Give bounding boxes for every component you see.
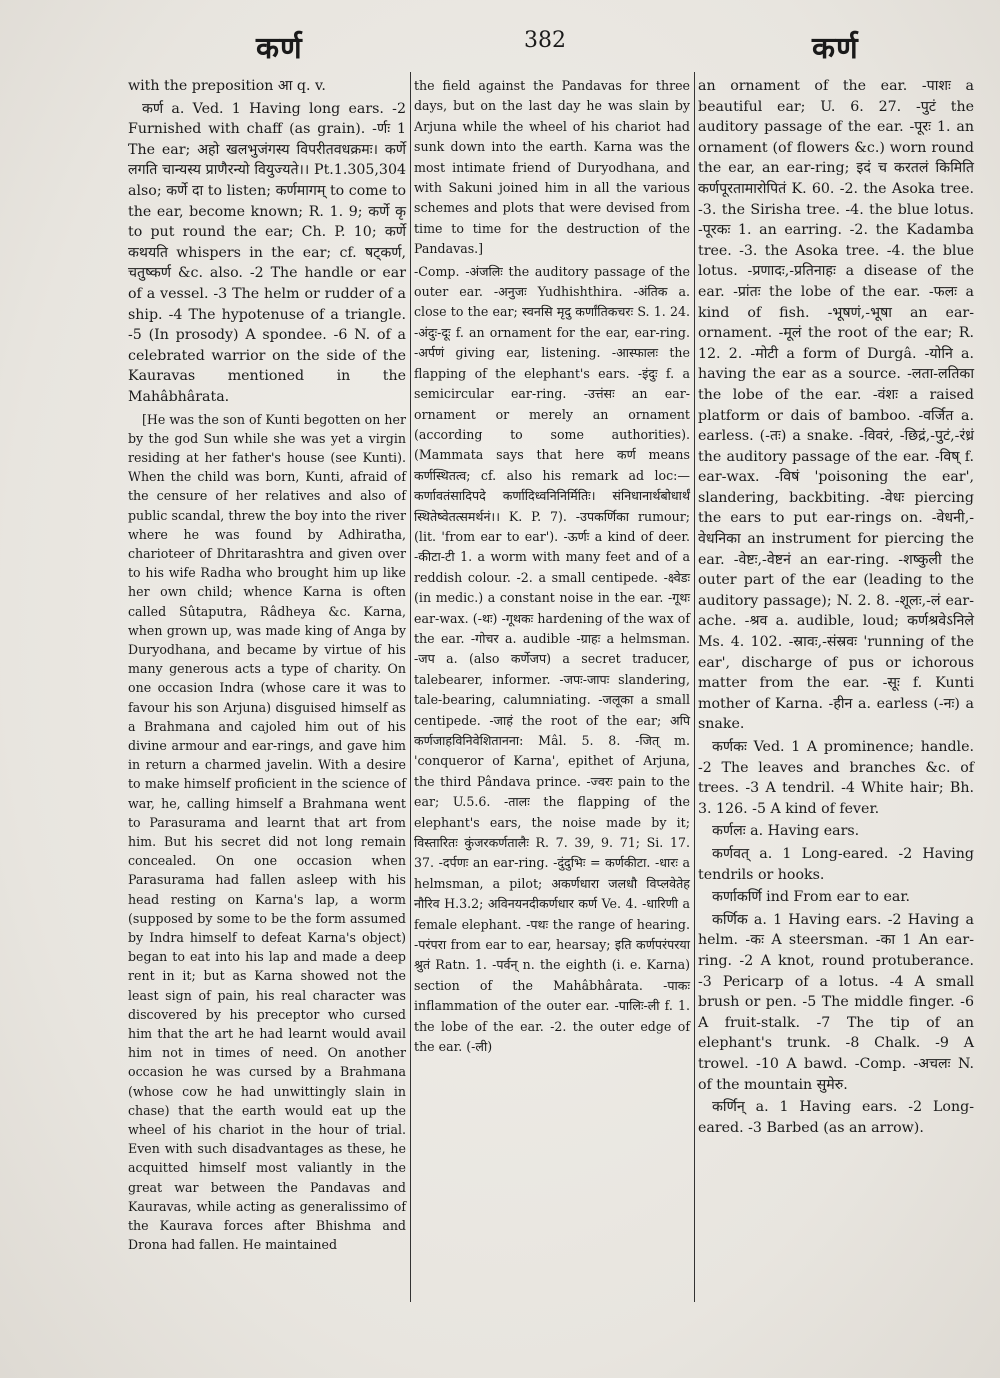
entry-text: कर्णिक a. 1 Having ears. -2 Having a helm. -कः A steersman. -का 1 An ear-ring. -2 A knot, round protuberance. -3 Pericarp of a lotus. -4 A small brush or pen. -5 The middle finger. -6 A fruit-stalk. -7 The tip of an elephant's trunk. -8 Chalk. -9 A trowel. -10 A bawd. -Comp. -अचलः N. of the mountain सुमेरु. (698, 911, 974, 1093)
entry-text: with the preposition आ q. v. (128, 78, 326, 94)
column-left (128, 76, 406, 1256)
column-middle (414, 76, 690, 1060)
column-right (698, 76, 974, 1140)
entry-text: कर्णकः Ved. 1 A prominence; handle. -2 The leaves and branches &c. of trees. -3 A tendril. -4 White hair; Bh. 3. 126. -5 A kind of fever. (698, 739, 974, 817)
running-headword-right: कर्ण (812, 31, 859, 66)
column-divider-right (694, 72, 695, 1302)
entry-text: कर्णवत् a. 1 Long-eared. -2 Having tendrils or hooks. (698, 845, 974, 883)
entry-text: कर्णलः a. Having ears. (712, 823, 860, 840)
entry-text: कर्णिन् a. 1 Having ears. -2 Long-eared. -3 Barbed (as an arrow). (698, 1099, 974, 1136)
entry-text: an ornament of the ear. -पाशः a beautiful ear; U. 6. 27. -पुटं the auditory passage of the ear. -पूरः 1. an ornament (of flowers &c.) worn round the ear, an ear-ring; इदं च करतलं किमिति कर्णपूरतामारोपितं K. 60. -2. the Asoka tree. -3. the Sirisha tree. -4. the blue lotus. -पूरकः 1. an earring. -2. the Kadamba tree. -3. the Asoka tree. -4. the blue lotus. -प्रणादः,-प्रतिनाहः a disease of the ear. -प्रांतः the lobe of the ear. -फलः a kind of fish. -भूषणं,-भूषा an ear-ornament. -मूलं the root of the ear; R. 12. 2. -मोटी a form of Durgâ. -योनि a. having the ear as a source. -लता-लतिका the lobe of the ear. -वंशः a raised platform or dais of bamboo. -वर्जित a. earless. (-तः) a snake. -विवरं, -छिद्रं,-पुटं,-रंध्रं the auditory passage of the ear. -विष् f. ear-wax. -विषं 'poisoning the ear', slandering, backbiting. -वेधः piercing the ears to put ear-rings on. -वेधनी,-वेधनिका an instrument for piercing the ear. -वेष्टः,-वेष्टनं an ear-ring. -शष्कुली the outer part of the ear (leading to the auditory passage); N. 2. 8. -शूलः,-लं ear-ache. -श्रव a. audible, loud; कर्णश्रवेऽनिले Ms. 4. 102. -स्रावः,-संस्रवः 'running of the ear', discharge of pus or ichorous matter from the ear. -सूः f. Kunti mother of Karna. -हीन a. earless (-नः) a snake. (698, 78, 974, 733)
entry-note: [He was the son of Kunti begotten on her by the god Sun while she was yet a virgin residing at her father's house (see Kunti). When the child was born, Kunti, afraid of the censure of her relatives and also of public scandal, threw the boy into the river where he was found by Adhiratha, charioteer of Dhritarashtra and given over to his wife Radha who brought him up like her own child; whence Karna is often called Sûtaputra, Râdheya &c. Karna, when grown up, was made king of Anga by Duryodhana, and became by virtue of his many generous acts a type of charity. On one occasion Indra (whose care it was to favour his son Arjuna) disguised himself as a Brahmana and cajoled him out of his divine armour and ear-rings, and gave him in return a charmed javelin. With a desire to make himself proficient in the science of war, he, calling himself a Brahmana went to Parasurama and learnt that art from him. But his secret did not long remain concealed. On one occasion when Parasurama had fallen asleep with his head resting on Karna's lap, a worm (supposed by some to be the form assumed by Indra himself to defeat Karna's object) began to eat into his lap and made a deep rent in it; but as Karna showed not the least sign of pain, his real character was discovered by his preceptor who cursed him that the art he had learnt would avail him not in times of need. On another occasion he was cursed by a Brahmana (whose cow he had unwittingly slain in chase) that the earth would eat up the wheel of his chariot in the hour of trial. Even with such disadvantages as these, he acquitted himself most valiantly in the great war between the Pandavas and Kauravas, while acting as generalissimo of the Kaurava forces after Bhishma and Drona had fallen. He maintained (128, 411, 406, 1253)
entry-note: the field against the Pandavas for three days, but on the last day he was slain by Arjuna while the wheel of his chariot had sunk down into the earth. Karna was the most intimate friend of Duryodhana, and with Sakuni joined him in all the various schemes and plots that were devised from time to time for the destruction of the Pandavas.] (414, 78, 690, 257)
column-divider-left (410, 72, 411, 1302)
page-header (0, 22, 1000, 72)
page-number: 382 (524, 28, 566, 53)
running-headword-left: कर्ण (256, 31, 303, 66)
entry-text: -Comp. -अंजलिः the auditory passage of the outer ear. -अनुजः Yudhishthira. -अंतिक a. close to the ear; स्वनसि मृदु कर्णांतिकचरः S. 1. 24. -अंदुः-दूः f. an ornament for the ear, ear-ring. -अर्पणं giving ear, listening. -आस्फालः the flapping of the elephant's ears. -इंदुः f. a semicircular ear-ring. -उत्तंसः an ear-ornament or merely an ornament (according to some authorities). (Mammata says that here कर्ण means कर्णस्थितत्व; cf. also his remark ad loc:—कर्णावतंसादिपदे कर्णादिध्वनिनिर्मितिः। संनिधानार्थबोधार्थं स्थितेष्वेतत्समर्थनं।। K. P. 7). -उपकर्णिका rumour; (lit. 'from ear to ear'). -ऊर्णः a kind of deer. -कीटा-टी 1. a worm with many feet and of a reddish colour. -2. a small centipede. -क्ष्वेडः (in medic.) a constant noise in the ear. -गूथः ear-wax. (-थः) -गूथकः hardening of the wax of the ear. -गोचर a. audible -ग्राहः a helmsman. -जप a. (also कर्णेजप) a secret traducer, talebearer, informer. -जपः-जापः slandering, tale-bearing, calumniating. -जलूका a small centipede. -जाहं the root of the ear; अपि कर्णजाहविनिवेशितानना: Mâl. 5. 8. -जित् m. 'conqueror of Karna', epithet of Arjuna, the third Pândava prince. -ज्वरः pain to the ear; U.5.6. -तालः the flapping of the elephant's ears, the noise made by it; विस्तारितः कुंजरकर्णतालैः R. 7. 39, 9. 71; Si. 17. 37. -दर्पणः an ear-ring. -दुंदुभिः = कर्णकीटा. -धारः a helmsman, a pilot; अकर्णधारा जलधौ विप्लवेतेह नौरिव H.3.2; अविनयनदीकर्णधार कर्ण Ve. 4. -धारिणी a female elephant. -पथः the range of hearing. -परंपरा from ear to ear, hearsay; इति कर्णपरंपरया श्रुतं Ratn. 1. -पर्वन् n. the eighth (i. e. Karna) section of the Mahâbhârata. -पाकः inflammation of the outer ear. -पालिः-ली f. 1. the lobe of the ear. -2. the outer edge of the ear. (-ली) (414, 263, 690, 1055)
entry-text: कर्ण a. Ved. 1 Having long ears. -2 Furnished with chaff (as grain). -र्णः 1 The ear; अहो खलभुजंगस्य विपरीतवधक्रमः। कर्णे लगति चान्यस्य प्राणैरन्यो वियुज्यते।। Pt.1.305,304 also; कर्णे दा to listen; कर्णमागम् to come to the ear, become known; R. 1. 9; कर्णे कृ to put round the ear; Ch. P. 10; कर्णे कथयति whispers in the ear; cf. षट्कर्ण, चतुष्कर्ण &c. also. -2 The handle or ear of a vessel. -3 The helm or rudder of a ship. -4 The hypotenuse of a triangle. -5 (In prosody) A spondee. -6 N. of a celebrated warrior on the side of the Kauravas mentioned in the Mahâbhârata. (128, 100, 406, 405)
entry-text: कर्णाकर्णि ind From ear to ear. (712, 889, 911, 906)
